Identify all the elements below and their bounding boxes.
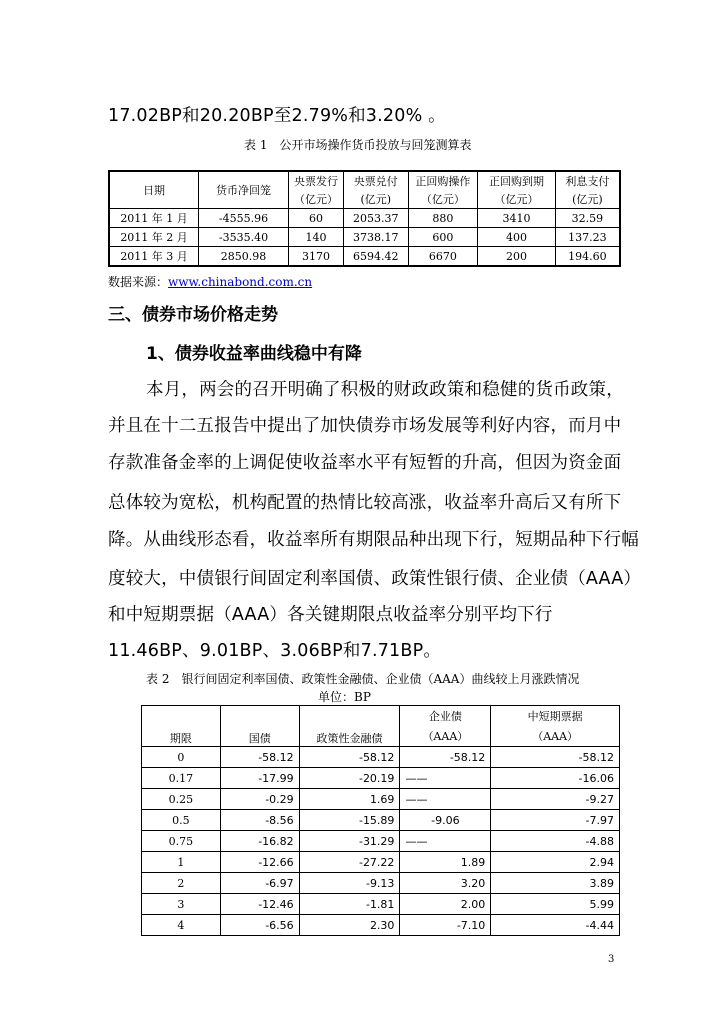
table2-cell: -12.46	[220, 894, 299, 915]
table2-cell: -6.56	[220, 915, 299, 936]
table2-cell: 0.5	[142, 810, 221, 831]
table2-cell: 3.20	[400, 873, 491, 894]
table2-cell: 5.99	[491, 894, 620, 915]
table1-cell: 3170	[288, 247, 343, 267]
table2-cell: -58.12	[299, 747, 400, 768]
table2-header-cell: 企业债	[400, 706, 491, 727]
table1-cell: 2850.98	[199, 247, 289, 267]
table2-cell: -12.66	[220, 852, 299, 873]
table2-cell: -58.12	[491, 747, 620, 768]
table2-cell: -16.82	[220, 831, 299, 852]
table1-cell: 400	[478, 228, 555, 247]
paragraph-line: 11.46BP、9.01BP、3.06BP和7.71BP。	[108, 641, 442, 661]
table1-row	[109, 247, 620, 267]
table2-cell: -17.99	[220, 768, 299, 789]
table2-header-sub-cell: （AAA）	[400, 726, 491, 747]
table1-cell: 2011 年 2 月	[109, 228, 199, 247]
table1-header-cell: 利息支付	[555, 171, 620, 190]
table1-header-cell: 正回购到期	[478, 171, 555, 190]
table2-cell: 2.94	[491, 852, 620, 873]
table1-unit-cell: (亿元)	[344, 190, 408, 209]
table1-header-cell: 日期	[109, 171, 199, 209]
table1-cell: 3738.17	[344, 228, 408, 247]
table2-header-cell: 国债	[220, 706, 299, 747]
table1-cell: 6594.42	[344, 247, 408, 267]
table2-cell: -4.44	[491, 915, 620, 936]
table2	[141, 705, 620, 936]
table2-cell: -7.97	[491, 810, 620, 831]
table1-unit-cell: (亿元)	[555, 190, 620, 209]
table2-row	[142, 831, 620, 852]
table2-cell: -1.81	[299, 894, 400, 915]
table1-cell: 2011 年 1 月	[109, 209, 199, 228]
table2-row	[142, 810, 620, 831]
table2-header-sub-cell: （AAA）	[491, 726, 620, 747]
table2-cell: -8.56	[220, 810, 299, 831]
table2-cell: 2.30	[299, 915, 400, 936]
table2-cell: 0.17	[142, 768, 221, 789]
table2-row	[142, 894, 620, 915]
table1-header-cell: 货币净回笼	[199, 171, 289, 209]
data-source	[108, 273, 312, 290]
table2-cell: -9.27	[491, 789, 620, 810]
table2-row	[142, 852, 620, 873]
table2-cell: -20.19	[299, 768, 400, 789]
table2-cell: -7.10	[400, 915, 491, 936]
table1-row	[109, 209, 620, 228]
table2-cell: -0.29	[220, 789, 299, 810]
table2-row	[142, 915, 620, 936]
paragraph-line: 本月，两会的召开明确了积极的财政政策和稳健的货币政策，	[146, 380, 624, 400]
table2-row	[142, 747, 620, 768]
table1-cell: 200	[478, 247, 555, 267]
table2-cell: 1.69	[299, 789, 400, 810]
table2-cell: 3	[142, 894, 221, 915]
paragraph-line: 度较大，中债银行间固定利率国债、政策性银行债、企业债（AAA）	[108, 569, 642, 589]
paragraph-line: 降。从曲线形态看，收益率所有期限品种出现下行，短期品种下行幅	[108, 530, 639, 550]
section-heading: 三、债券市场价格走势	[108, 305, 278, 325]
table2-header-cell: 期限	[142, 706, 221, 747]
table1	[108, 170, 621, 267]
paragraph-line: 并且在十二五报告中提出了加快债券市场发展等利好内容，而月中	[108, 416, 622, 436]
table2-cell: -9.06	[400, 810, 491, 831]
table1-unit-cell: （亿元）	[478, 190, 555, 209]
table1-cell: 60	[288, 209, 343, 228]
sub-heading: 1、债券收益率曲线稳中有降	[146, 344, 362, 364]
table1-unit-cell: （亿元）	[288, 190, 343, 209]
table1-cell: 600	[408, 228, 478, 247]
table1-cell: 2053.37	[344, 209, 408, 228]
table2-cell: 0	[142, 747, 221, 768]
table1-cell: -3535.40	[199, 228, 289, 247]
table2-caption: 表 2 银行间固定利率国债、政策性金融债、企业债（AAA）曲线较上月涨跌情况	[146, 672, 580, 686]
paragraph-line: 存款准备金率的上调促使收益率水平有短暂的升高，但因为资金面	[108, 453, 622, 473]
table2-cell: ——	[400, 768, 491, 789]
table1-row	[109, 228, 620, 247]
table2-cell: -15.89	[299, 810, 400, 831]
table2-cell: -16.06	[491, 768, 620, 789]
table1-cell: 32.59	[555, 209, 620, 228]
table1-cell: -4555.96	[199, 209, 289, 228]
table1-header-cell: 正回购操作	[408, 171, 478, 190]
table2-header-cell: 政策性金融债	[299, 706, 400, 747]
table1-caption: 表 1 公开市场操作货币投放与回笼测算表	[244, 138, 472, 152]
page-number: 3	[608, 954, 615, 965]
table2-cell: -27.22	[299, 852, 400, 873]
table2-cell: 1.89	[400, 852, 491, 873]
table2-cell: 4	[142, 915, 221, 936]
table1-cell: 137.23	[555, 228, 620, 247]
paragraph-line: 和中短期票据（AAA）各关键期限点收益率分别平均下行	[108, 605, 553, 625]
table2-cell: ——	[400, 789, 491, 810]
table2-row	[142, 768, 620, 789]
table2-row	[142, 789, 620, 810]
table1-cell: 2011 年 3 月	[109, 247, 199, 267]
table2-unit: 单位：BP	[318, 690, 371, 704]
table2-cell: 0.25	[142, 789, 221, 810]
chinabond-link[interactable]: www.chinabond.com.cn	[168, 275, 313, 289]
table1-header-cell: 央票兑付	[344, 171, 408, 190]
data-source-label: 数据来源：	[108, 275, 169, 289]
table2-cell: 2.00	[400, 894, 491, 915]
intro-line: 17.02BP和20.20BP至2.79%和3.20% 。	[108, 106, 446, 126]
table2-cell: -6.97	[220, 873, 299, 894]
table2-cell: 2	[142, 873, 221, 894]
table2-cell: -9.13	[299, 873, 400, 894]
table2-cell: -58.12	[400, 747, 491, 768]
table2-cell: -4.88	[491, 831, 620, 852]
table2-row	[142, 873, 620, 894]
table1-unit-cell: （亿元）	[408, 190, 478, 209]
table1-header-cell: 央票发行	[288, 171, 343, 190]
table2-cell: 3.89	[491, 873, 620, 894]
table2-cell: 0.75	[142, 831, 221, 852]
table1-cell: 3410	[478, 209, 555, 228]
table2-cell: -58.12	[220, 747, 299, 768]
table1-cell: 6670	[408, 247, 478, 267]
table2-cell: ——	[400, 831, 491, 852]
table1-cell: 140	[288, 228, 343, 247]
table2-cell: -31.29	[299, 831, 400, 852]
table2-header-cell: 中短期票据	[491, 706, 620, 727]
table1-cell: 194.60	[555, 247, 620, 267]
table2-cell: 1	[142, 852, 221, 873]
paragraph-line: 总体较为宽松，机构配置的热情比较高涨，收益率升高后又有所下	[108, 493, 622, 513]
table1-cell: 880	[408, 209, 478, 228]
